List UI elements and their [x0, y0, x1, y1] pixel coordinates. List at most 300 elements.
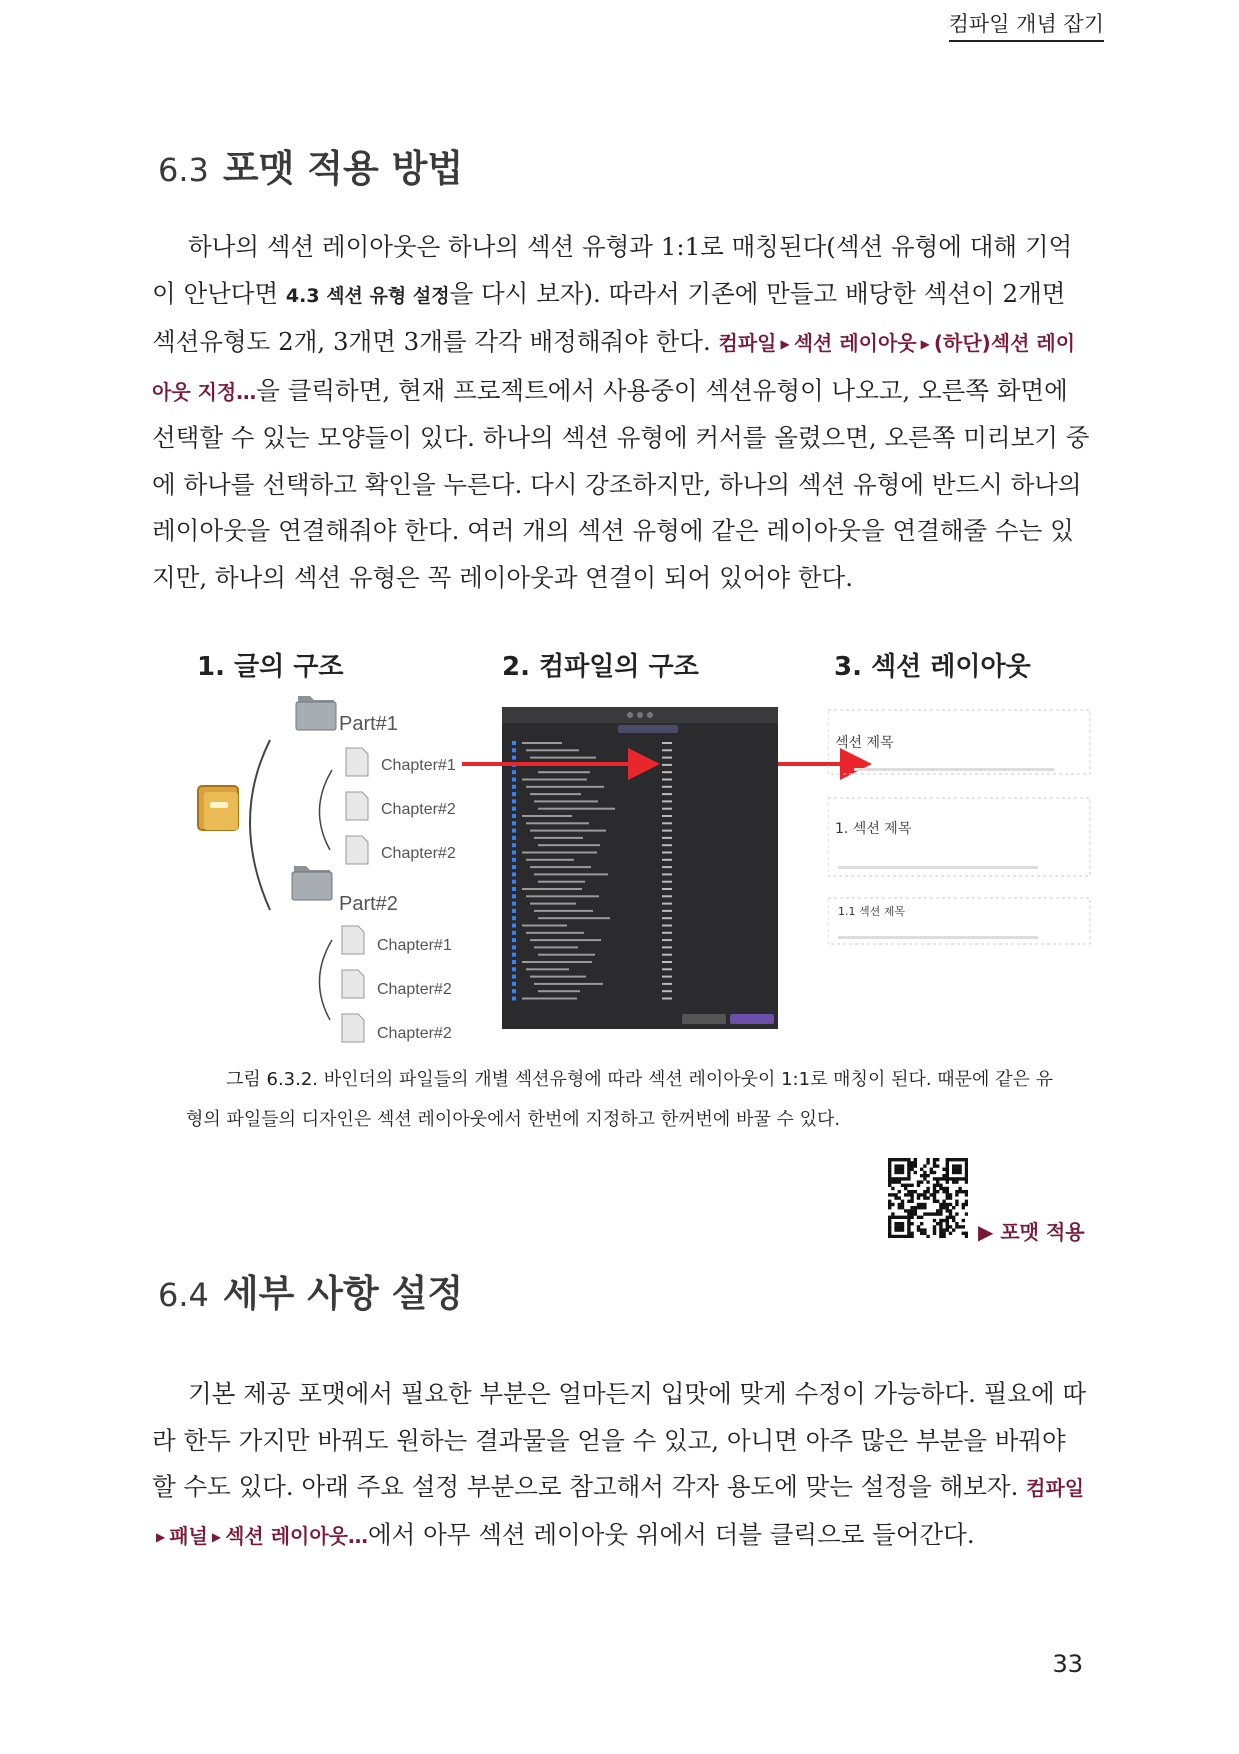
binder-icon	[198, 786, 238, 830]
qr-module	[914, 1212, 917, 1215]
qr-module	[920, 1228, 923, 1231]
triangle-right-icon: ▶	[780, 337, 790, 351]
qr-module	[952, 1158, 955, 1161]
dialog-row-mark	[538, 808, 615, 810]
qr-module	[907, 1158, 910, 1161]
dialog-row-mark	[662, 830, 672, 832]
figure-col-title: 2. 컴파일의 구조	[502, 652, 699, 682]
qr-module	[923, 1164, 926, 1167]
qr-module	[930, 1193, 933, 1196]
qr-module	[946, 1180, 949, 1183]
layout-preview-title: 섹션 제목	[835, 735, 894, 751]
qr-module	[930, 1171, 933, 1174]
qr-module	[901, 1228, 904, 1231]
dialog-row-mark	[534, 873, 608, 875]
qr-module	[920, 1232, 923, 1235]
qr-module	[955, 1177, 958, 1180]
qr-module	[888, 1216, 891, 1219]
qr-module	[914, 1190, 917, 1193]
qr-module	[955, 1225, 958, 1228]
document-icon	[342, 970, 364, 998]
qr-module	[904, 1193, 907, 1196]
dialog-row-mark	[662, 976, 672, 978]
qr-module	[946, 1164, 949, 1167]
qr-module	[965, 1171, 968, 1174]
qr-module	[888, 1177, 891, 1180]
qr-module	[965, 1164, 968, 1167]
qr-module	[920, 1206, 923, 1209]
qr-module	[965, 1158, 968, 1161]
section-number: 6.4	[158, 1276, 209, 1314]
dialog-row-mark	[522, 961, 592, 963]
qr-module	[901, 1184, 904, 1187]
qr-module	[933, 1158, 936, 1161]
qr-module	[891, 1216, 894, 1219]
dialog-row-mark	[662, 815, 672, 817]
qr-module	[949, 1225, 952, 1228]
qr-module	[962, 1206, 965, 1209]
qr-link-label: 포맷 적용	[1000, 1220, 1085, 1244]
dialog-row-mark	[526, 859, 574, 861]
bracket-line	[319, 940, 332, 1020]
section-number: 6.3	[158, 151, 209, 189]
dialog-row-mark	[662, 873, 672, 875]
dialog-row-mark	[512, 799, 516, 803]
qr-module	[933, 1200, 936, 1203]
qr-module	[942, 1206, 945, 1209]
qr-module	[901, 1177, 904, 1180]
document-icon	[342, 1014, 364, 1042]
qr-module	[898, 1164, 901, 1167]
dialog-row-mark	[662, 946, 672, 948]
qr-module	[946, 1158, 949, 1161]
menu-path-compile: 컴파일	[1026, 1476, 1085, 1500]
qr-module	[933, 1164, 936, 1167]
section-title: 세부 사항 설정	[222, 1272, 464, 1315]
dialog-row-mark	[522, 925, 567, 927]
qr-module	[965, 1174, 968, 1177]
dialog-row-mark	[512, 989, 516, 993]
qr-module	[939, 1232, 942, 1235]
dialog-row-mark	[526, 968, 569, 970]
qr-module	[939, 1225, 942, 1228]
qr-module	[891, 1235, 894, 1238]
text-run: 하나의 섹션 레이아웃은 하나의 섹션 유형과 1:1로 매칭된다(섹션 유형에 대해 기억이 안난다면	[152, 232, 1073, 308]
qr-module	[946, 1174, 949, 1177]
qr-module	[923, 1228, 926, 1231]
qr-module	[904, 1184, 907, 1187]
qr-module	[942, 1174, 945, 1177]
qr-module	[949, 1158, 952, 1161]
qr-module	[955, 1203, 958, 1206]
qr-module	[898, 1190, 901, 1193]
qr-module	[952, 1168, 955, 1171]
qr-module	[936, 1180, 939, 1183]
qr-module	[955, 1212, 958, 1215]
menu-path-panel: 패널	[169, 1523, 208, 1548]
dialog-row-mark	[662, 808, 672, 810]
text-run: 을 클릭하면, 현재 프로젝트에서 사용중이 섹션유형이 나오고, 오른쪽 화면에 선택할 수 있는 모양들이 있다. 하나의 섹션 유형에 커서를 올렸으면, 오른쪽 미리보기 중에 하나를 선택하고 확인을 누른다. 다시 강조하지만, 하나의 섹션 유형에 반드시 하나의 레이아웃을 연결해줘야 한다. 여러 개의 섹션 유형에 같은 레이아웃을 연결해줄 수는 있지만, 하나의 섹션 유형은 꼭 레이아웃과 연결이 되어 있어야 한다.	[152, 375, 1090, 592]
qr-module	[901, 1164, 904, 1167]
qr-module	[958, 1171, 961, 1174]
qr-module	[952, 1164, 955, 1167]
qr-module	[920, 1216, 923, 1219]
dialog-row-mark	[512, 836, 516, 840]
qr-module	[926, 1212, 929, 1215]
qr-module	[894, 1225, 897, 1228]
dialog-row-mark	[530, 793, 581, 795]
qr-module	[888, 1225, 891, 1228]
layout-preview-title: 1. 섹션 제목	[835, 821, 912, 837]
qr-module	[958, 1187, 961, 1190]
qr-module	[904, 1158, 907, 1161]
qr-module	[907, 1200, 910, 1203]
qr-module	[894, 1216, 897, 1219]
qr-module	[898, 1222, 901, 1225]
qr-module	[910, 1216, 913, 1219]
qr-module	[933, 1225, 936, 1228]
qr-module	[952, 1206, 955, 1209]
qr-module	[936, 1209, 939, 1212]
dialog-row-mark	[512, 982, 516, 986]
qr-module	[936, 1212, 939, 1215]
dialog-row-mark	[512, 916, 516, 920]
dialog-row-mark	[662, 961, 672, 963]
qr-module	[942, 1168, 945, 1171]
qr-module	[946, 1171, 949, 1174]
dialog-row-mark	[512, 894, 516, 898]
qr-module	[958, 1168, 961, 1171]
qr-module	[907, 1171, 910, 1174]
mapping-arrows	[460, 740, 880, 780]
qr-module	[955, 1180, 958, 1183]
qr-module	[926, 1174, 929, 1177]
qr-module	[901, 1206, 904, 1209]
qr-module	[936, 1158, 939, 1161]
qr-module	[942, 1228, 945, 1231]
text-run: 기본 제공 포맷에서 필요한 부분은 얼마든지 입맛에 맞게 수정이 가능하다. 필요에 따라 한두 가지만 바꿔도 원하는 결과물을 얻을 수 있고, 아니면 아주 많은 부분을 바꿔야 할 수도 있다. 아래 주요 설정 부분으로 참고해서 각자 용도에 맞는 설정을 해보자.	[152, 1379, 1087, 1501]
qr-module	[965, 1190, 968, 1193]
text-run: 을 다시 보자). 따라서 기존에 만들고 배당한 섹션이 2개면 섹션유형도 2개, 3개면 3개를 각각 배정해줘야 한다.	[152, 278, 1066, 356]
qr-module	[930, 1168, 933, 1171]
qr-module	[888, 1228, 891, 1231]
qr-module	[939, 1206, 942, 1209]
qr-module	[907, 1209, 910, 1212]
figure-col-title: 1. 글의 구조	[197, 652, 344, 682]
chapter-label: Chapter#2	[381, 801, 456, 818]
qr-module	[939, 1212, 942, 1215]
qr-module	[942, 1232, 945, 1235]
qr-module	[914, 1171, 917, 1174]
qr-module	[962, 1219, 965, 1222]
qr-module	[888, 1222, 891, 1225]
qr-module	[907, 1219, 910, 1222]
dialog-row-mark	[526, 822, 589, 824]
qr-module	[894, 1235, 897, 1238]
qr-module	[958, 1190, 961, 1193]
qr-module	[910, 1200, 913, 1203]
dialog-row-mark	[662, 866, 672, 868]
qr-module	[917, 1203, 920, 1206]
qr-module	[898, 1206, 901, 1209]
qr-module	[917, 1216, 920, 1219]
qr-module	[965, 1235, 968, 1238]
qr-module	[955, 1171, 958, 1174]
qr-module	[904, 1235, 907, 1238]
qr-module	[939, 1177, 942, 1180]
dialog-row-mark	[512, 975, 516, 979]
qr-link-format-apply[interactable]	[978, 1216, 1085, 1245]
dialog-row-mark	[662, 800, 672, 802]
qr-module	[894, 1193, 897, 1196]
qr-module	[962, 1177, 965, 1180]
qr-module	[898, 1180, 901, 1183]
qr-module	[923, 1232, 926, 1235]
dialog-row-mark	[512, 792, 516, 796]
qr-module	[907, 1228, 910, 1231]
qr-module	[933, 1193, 936, 1196]
dialog-row-mark	[512, 821, 516, 825]
dialog-row-mark	[662, 844, 672, 846]
qr-module	[949, 1203, 952, 1206]
qr-module	[888, 1203, 891, 1206]
qr-module	[901, 1235, 904, 1238]
dialog-row-mark	[662, 932, 672, 934]
qr-module	[907, 1232, 910, 1235]
menu-path-section-layout: 섹션 레이아웃…	[225, 1523, 368, 1548]
qr-module	[917, 1193, 920, 1196]
qr-module	[946, 1203, 949, 1206]
qr-module	[946, 1222, 949, 1225]
qr-module	[907, 1168, 910, 1171]
paragraph-format-apply	[152, 224, 1092, 601]
qr-module	[894, 1164, 897, 1167]
qr-module	[946, 1161, 949, 1164]
qr-module	[920, 1174, 923, 1177]
dialog-row-mark	[512, 865, 516, 869]
dialog-row-mark	[526, 895, 599, 897]
qr-module	[923, 1203, 926, 1206]
qr-module	[910, 1235, 913, 1238]
qr-module	[907, 1184, 910, 1187]
dialog-row-mark	[662, 881, 672, 883]
dialog-row-mark	[526, 786, 604, 788]
qr-module	[926, 1158, 929, 1161]
qr-module	[923, 1193, 926, 1196]
qr-module	[942, 1203, 945, 1206]
qr-module	[907, 1174, 910, 1177]
qr-module	[952, 1180, 955, 1183]
qr-module	[939, 1219, 942, 1222]
qr-module	[923, 1174, 926, 1177]
qr-module	[907, 1161, 910, 1164]
dialog-row-mark	[522, 998, 577, 1000]
qr-module	[910, 1168, 913, 1171]
dialog-row-mark	[662, 903, 672, 905]
qr-module	[920, 1168, 923, 1171]
qr-module	[914, 1158, 917, 1161]
qr-module	[939, 1235, 942, 1238]
qr-module	[965, 1212, 968, 1215]
qr-module	[898, 1158, 901, 1161]
qr-module	[901, 1216, 904, 1219]
document-icon	[346, 748, 368, 776]
dialog-row-mark	[512, 909, 516, 913]
qr-module	[917, 1228, 920, 1231]
qr-module	[952, 1171, 955, 1174]
qr-module	[946, 1228, 949, 1231]
qr-module	[901, 1225, 904, 1228]
qr-module	[917, 1225, 920, 1228]
qr-module	[939, 1203, 942, 1206]
qr-module	[965, 1180, 968, 1183]
qr-module	[907, 1190, 910, 1193]
qr-module	[910, 1190, 913, 1193]
dialog-row-mark	[512, 967, 516, 971]
figure-caption: 그림 6.3.2. 바인더의 파일들의 개별 섹션유형에 따라 섹션 레이아웃이 1:1로 매칭이 된다. 때문에 같은 유형의 파일들의 디자인은 섹션 레이아웃에서 한번에 지정하고 한꺼번에 바꿀 수 있다.	[186, 1069, 1054, 1130]
dialog-row-mark	[530, 866, 591, 868]
qr-module	[914, 1209, 917, 1212]
qr-module	[888, 1180, 891, 1183]
qr-module	[958, 1225, 961, 1228]
qr-module	[942, 1219, 945, 1222]
qr-module	[891, 1177, 894, 1180]
qr-module	[939, 1209, 942, 1212]
qr-module	[946, 1206, 949, 1209]
qr-module	[898, 1171, 901, 1174]
qr-module	[910, 1164, 913, 1167]
part-label: Part#1	[339, 713, 398, 735]
qr-module	[888, 1219, 891, 1222]
qr-module	[939, 1184, 942, 1187]
qr-module	[965, 1232, 968, 1235]
qr-module	[946, 1209, 949, 1212]
qr-module	[898, 1225, 901, 1228]
dialog-row-mark	[512, 814, 516, 818]
qr-module	[888, 1164, 891, 1167]
triangle-right-icon: ▶	[920, 337, 930, 351]
chapter-label: Chapter#1	[381, 757, 456, 774]
triangle-right-icon: ▶	[156, 1529, 166, 1544]
document-icon	[342, 926, 364, 954]
bracket-line	[250, 740, 270, 910]
qr-module	[955, 1168, 958, 1171]
qr-module	[949, 1177, 952, 1180]
qr-module	[901, 1200, 904, 1203]
qr-module	[936, 1190, 939, 1193]
qr-module	[946, 1177, 949, 1180]
qr-module	[949, 1196, 952, 1199]
section-heading-6-3	[158, 138, 463, 192]
dialog-row-mark	[662, 859, 672, 861]
qr-module	[942, 1187, 945, 1190]
qr-module	[914, 1206, 917, 1209]
qr-module	[936, 1200, 939, 1203]
qr-module	[949, 1232, 952, 1235]
qr-module	[933, 1232, 936, 1235]
dialog-row-mark	[512, 807, 516, 811]
qr-module	[910, 1193, 913, 1196]
dialog-row-mark	[538, 917, 610, 919]
dialog-row-mark	[662, 910, 672, 912]
qr-module	[926, 1187, 929, 1190]
dialog-row-mark	[512, 960, 516, 964]
part-label: Part#2	[339, 893, 398, 915]
qr-module	[894, 1222, 897, 1225]
qr-module	[946, 1187, 949, 1190]
qr-module	[888, 1184, 891, 1187]
document-icon	[346, 836, 368, 864]
dialog-row-mark	[530, 939, 601, 941]
cross-reference: 4.3 섹션 유형 설정	[285, 284, 450, 307]
dialog-row-mark	[534, 946, 578, 948]
qr-module	[942, 1190, 945, 1193]
qr-module	[917, 1184, 920, 1187]
qr-module	[936, 1177, 939, 1180]
qr-module	[888, 1168, 891, 1171]
dialog-row-mark	[538, 881, 585, 883]
qr-module	[907, 1164, 910, 1167]
text-run: 에서 아무 섹션 레이아웃 위에서 더블 클릭으로 들어간다.	[368, 1519, 975, 1549]
qr-module	[910, 1209, 913, 1212]
qr-module	[907, 1193, 910, 1196]
layout-preview-title: 1.1 섹션 제목	[838, 905, 905, 918]
qr-module	[898, 1216, 901, 1219]
qr-module	[891, 1180, 894, 1183]
qr-module	[962, 1158, 965, 1161]
qr-module	[920, 1193, 923, 1196]
qr-module	[939, 1187, 942, 1190]
dialog-row-mark	[512, 945, 516, 949]
dialog-row-mark	[534, 910, 593, 912]
qr-module	[962, 1190, 965, 1193]
dialog-row-mark	[522, 815, 572, 817]
qr-module	[926, 1161, 929, 1164]
qr-module	[920, 1180, 923, 1183]
qr-module	[898, 1177, 901, 1180]
dialog-row-mark	[512, 931, 516, 935]
dialog-row-mark	[662, 925, 672, 927]
dialog-row-mark	[662, 852, 672, 854]
qr-module	[920, 1203, 923, 1206]
dialog-row-mark	[662, 998, 672, 1000]
qr-module	[891, 1158, 894, 1161]
qr-module	[907, 1177, 910, 1180]
qr-module	[910, 1196, 913, 1199]
chapter-label: Chapter#2	[377, 981, 452, 998]
qr-module	[939, 1222, 942, 1225]
qr-module	[958, 1158, 961, 1161]
dialog-row-mark	[522, 888, 582, 890]
triangle-right-icon: ▶	[211, 1529, 222, 1544]
qr-module	[917, 1180, 920, 1183]
qr-module	[891, 1187, 894, 1190]
qr-module	[939, 1228, 942, 1231]
qr-module	[952, 1228, 955, 1231]
arrow-head-icon	[628, 748, 660, 780]
dialog-row-mark	[530, 903, 576, 905]
dialog-row-mark	[512, 887, 516, 891]
qr-module	[936, 1222, 939, 1225]
qr-module	[933, 1228, 936, 1231]
qr-module	[958, 1164, 961, 1167]
dialog-row-mark	[512, 843, 516, 847]
qr-code[interactable]	[888, 1158, 968, 1238]
paragraph-detail-settings	[152, 1371, 1092, 1560]
qr-module	[910, 1212, 913, 1215]
qr-module	[949, 1212, 952, 1215]
qr-module	[933, 1187, 936, 1190]
